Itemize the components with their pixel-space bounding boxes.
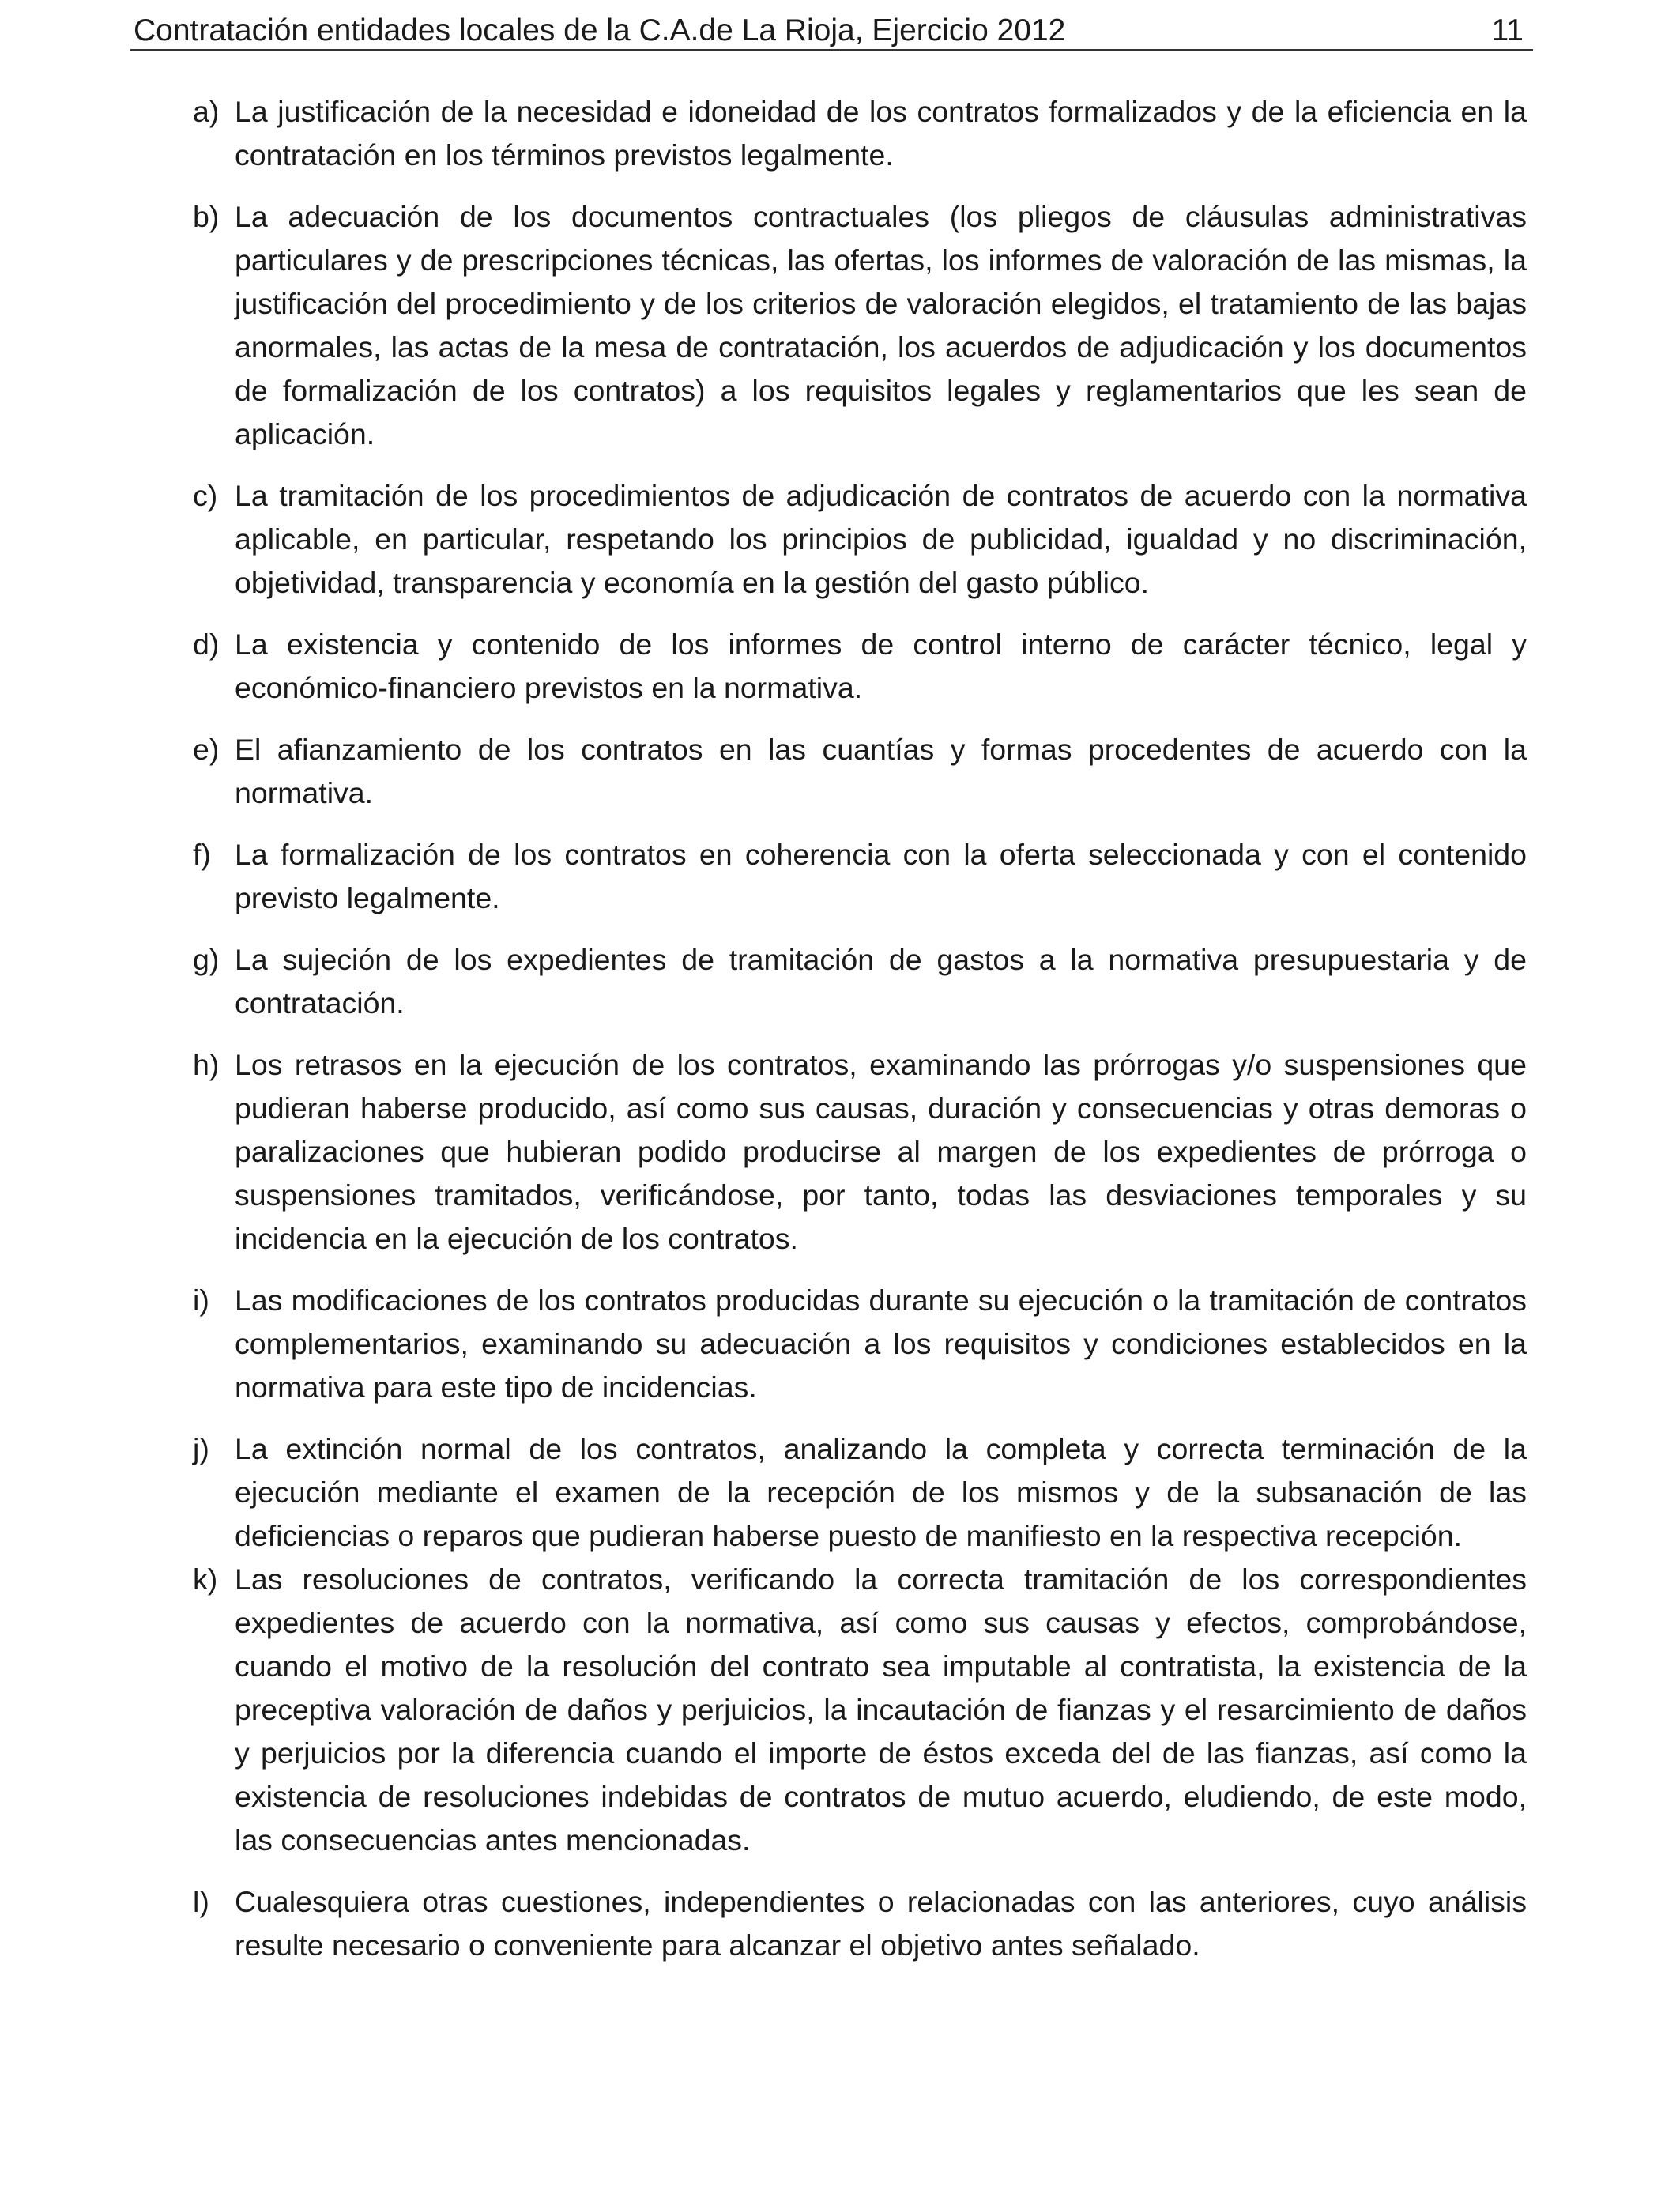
document-body (190, 90, 1527, 1985)
list-item-text: La extinción normal de los contratos, analizando la completa y correcta terminación de la ejecución mediante el examen de la recepción de los mismos y de la subsanación de las deficiencias o reparos que pudieran haberse puesto de manifiesto en la respectiva recepción. (235, 1432, 1527, 1552)
list-item-marker: c) (193, 479, 218, 512)
list-item-j (190, 1427, 1527, 1558)
list-item-text: La tramitación de los procedimientos de adjudicación de contratos de acuerdo con la normativa aplicable, en particular, respetando los principios de publicidad, igualdad y no discriminación, objetividad, transparencia y economía en la gestión del gasto público. (235, 479, 1527, 599)
list-item-marker: e) (193, 733, 220, 766)
list-item-marker: h) (193, 1048, 220, 1081)
list-item-marker: d) (193, 628, 220, 661)
list-item-text: El afianzamiento de los contratos en las cuantías y formas procedentes de acuerdo con la normativa. (235, 733, 1527, 809)
list-item-text: Cualesquiera otras cuestiones, independientes o relacionadas con las anteriores, cuyo análisis resulte necesario o conveniente para alcanzar el objetivo antes señalado. (235, 1885, 1527, 1962)
header-title: Contratación entidades locales de la C.A.de La Rioja, Ejercicio 2012 (134, 13, 1066, 47)
list-item-f (190, 833, 1527, 920)
list-item-text: Las resoluciones de contratos, verificando la correcta tramitación de los correspondientes expedientes de acuerdo con la normativa, así como sus causas y efectos, comprobándose, cuando el motivo de la resolución del contrato sea imputable al contratista, la existencia de la preceptiva valoración de daños y perjuicios, la incautación de fianzas y el resarcimiento de daños y perjuicios por la diferencia cuando el importe de éstos exceda del de las fianzas, así como la existencia de resoluciones indebidas de contratos de mutuo acuerdo, eludiendo, de este modo, las consecuencias antes mencionadas. (235, 1563, 1527, 1857)
list-item-text: La existencia y contenido de los informes de control interno de carácter técnico, legal y económico-financiero previstos en la normativa. (235, 628, 1527, 704)
list-item-text: La sujeción de los expedientes de tramitación de gastos a la normativa presupuestaria y de contratación. (235, 943, 1527, 1020)
list-item-marker: l) (193, 1885, 209, 1918)
list-item-c (190, 474, 1527, 605)
list-item-text: La justificación de la necesidad e idoneidad de los contratos formalizados y de la eficiencia en la contratación en los términos previstos legalmente. (235, 95, 1527, 172)
list-item-k (190, 1558, 1527, 1862)
list-item-marker: i) (193, 1284, 209, 1317)
list-item-a (190, 90, 1527, 177)
list-item-text: Las modificaciones de los contratos producidas durante su ejecución o la tramitación de contratos complementarios, examinando su adecuación a los requisitos y condiciones establecidos en la normativa para este tipo de incidencias. (235, 1284, 1527, 1404)
list-item-marker: j) (193, 1432, 209, 1465)
list-item-e (190, 728, 1527, 815)
list-item-d (190, 623, 1527, 710)
page-header (130, 8, 1533, 51)
list-item-g (190, 938, 1527, 1025)
list-item-text: La formalización de los contratos en coherencia con la oferta seleccionada y con el contenido previsto legalmente. (235, 838, 1527, 914)
list-item-text: Los retrasos en la ejecución de los contratos, examinando las prórrogas y/o suspensiones que pudieran haberse producido, así como sus causas, duración y consecuencias y otras demoras o paralizaciones que hubieran podido producirse al margen de los expedientes de prórroga o suspensiones tramitados, verificándose, por tanto, todas las desviaciones temporales y su incidencia en la ejecución de los contratos. (235, 1048, 1527, 1255)
list-item-marker: f) (193, 838, 211, 871)
list-item-marker: k) (193, 1563, 218, 1596)
list-item-l (190, 1880, 1527, 1967)
list-item-b (190, 195, 1527, 456)
list-item-h (190, 1043, 1527, 1261)
list-item-marker: g) (193, 943, 220, 976)
list-item-i (190, 1279, 1527, 1409)
list-item-text: La adecuación de los documentos contractuales (los pliegos de cláusulas administrativas particulares y de prescripciones técnicas, las ofertas, los informes de valoración de las mismas, la justificación del procedimiento y de los criterios de valoración elegidos, el tratamiento de las bajas anormales, las actas de la mesa de contratación, los acuerdos de adjudicación y los documentos de formalización de los contratos) a los requisitos legales y reglamentarios que les sean de aplicación. (235, 200, 1527, 450)
page-number: 11 (1491, 13, 1524, 47)
list-item-marker: a) (193, 95, 220, 128)
list-item-marker: b) (193, 200, 220, 233)
